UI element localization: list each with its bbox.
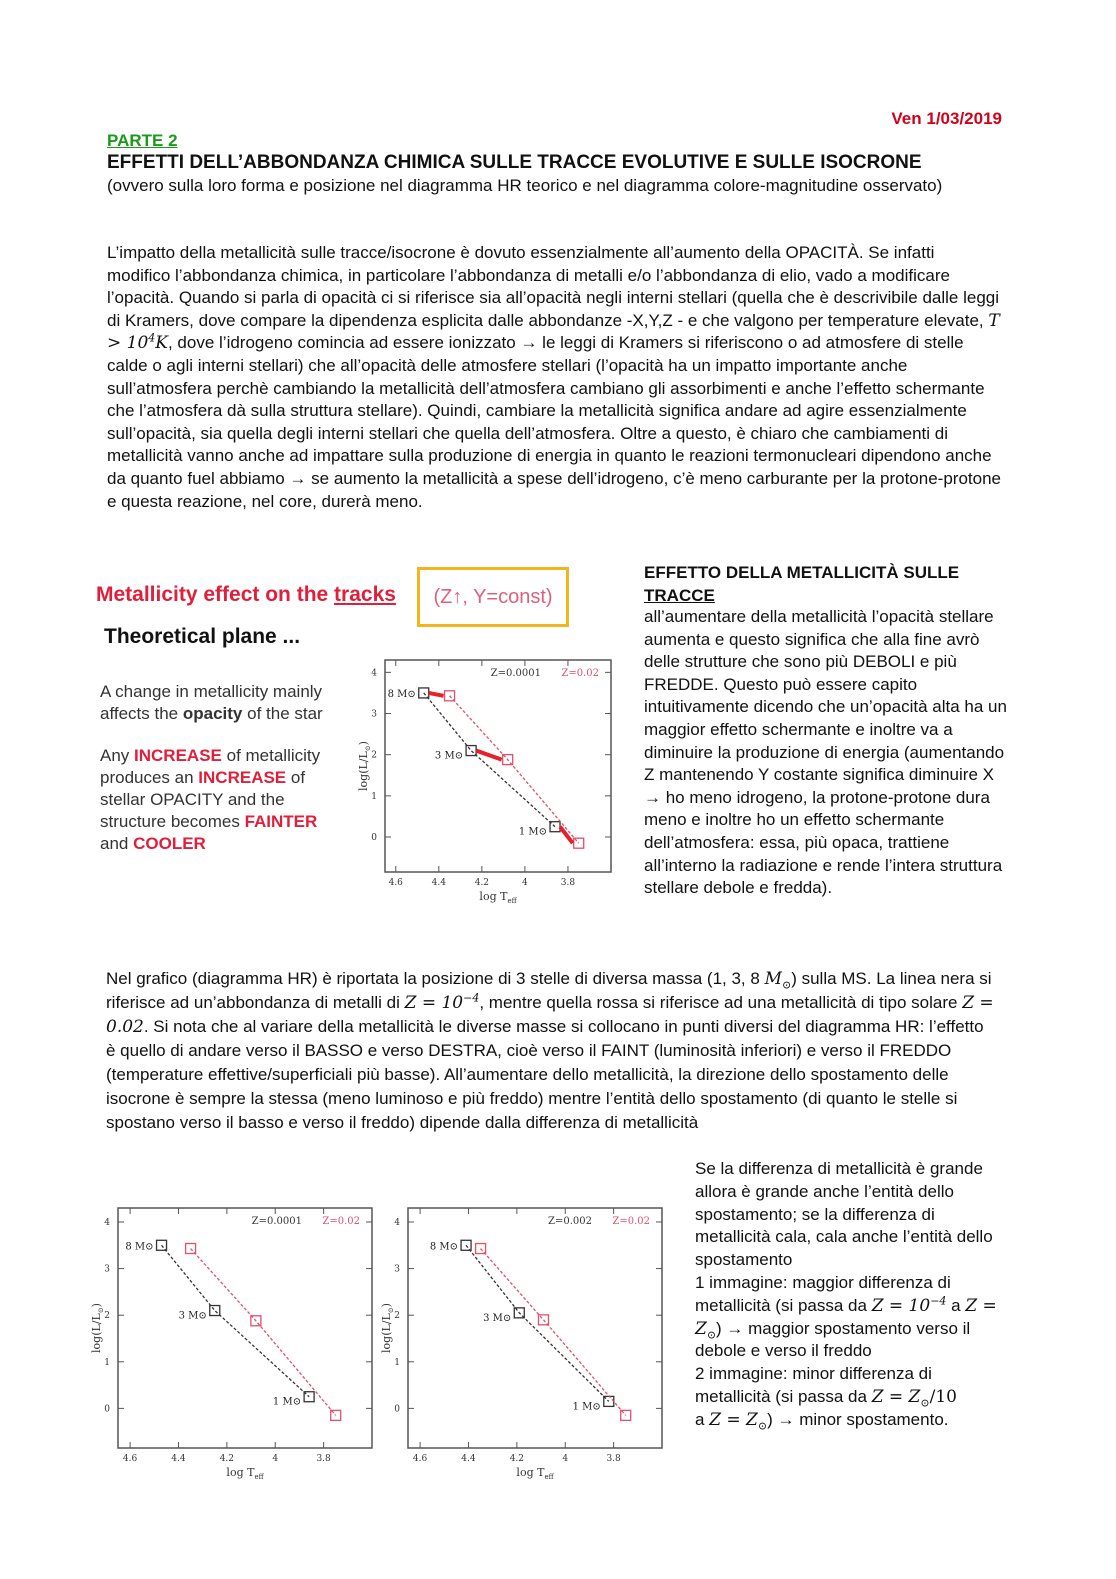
series-line — [191, 1249, 336, 1416]
x-tick-label: 4.4 — [171, 1454, 186, 1464]
x-tick-label: 4 — [522, 878, 528, 888]
math-expr: T > 10 — [107, 310, 1000, 354]
t: produces an — [100, 768, 199, 787]
y-tick-label: 3 — [394, 1264, 400, 1275]
t: of — [286, 768, 306, 787]
t: 1 immagine: maggior differenza di metallicità (si passa da — [695, 1272, 951, 1315]
m: −4 — [930, 1294, 947, 1308]
x-axis-label: $\log T_{eff}$ — [479, 890, 517, 905]
t: ) → maggior spostamento verso il debole e verso il freddo — [695, 1318, 971, 1361]
x-axis-label-sub: eff — [254, 1473, 264, 1481]
legend-label: Z=0.02 — [612, 1216, 650, 1227]
date: Ven 1/03/2019 — [891, 109, 1002, 128]
y-tick-label: 0 — [371, 833, 377, 844]
legend-label: Z=0.0001 — [251, 1216, 302, 1227]
t: opacity — [182, 704, 243, 723]
data-point — [419, 688, 429, 698]
t: and — [100, 834, 134, 853]
y-axis-label-sub: ⊙ — [387, 1307, 395, 1314]
hr-diagram-left — [88, 1200, 378, 1490]
t: of the star — [242, 704, 323, 723]
x-tick-label: 4.4 — [431, 878, 446, 888]
mass-label: 8 M⊙ — [125, 1241, 154, 1253]
t: ) → minor spostamento. — [767, 1409, 949, 1429]
data-point — [476, 1244, 486, 1254]
mass-label: 1 M⊙ — [518, 826, 548, 838]
y-axis-label-end: ) — [357, 741, 370, 746]
y-tick-label: 2 — [394, 1311, 400, 1322]
section-body: all’aumentare della metallicità l’opacità stellare aumenta e questo significa che alla fine avrò delle strutture che sono più DEBOLI e più FREDDE. Questo può essere capito intuitivamente dicendo che un’opacità alta ha un maggior effetto schermante e inoltre va a diminuire la produzione di energia (aumentando Z mantenendo Y costante significa diminuire X → ho meno idrogeno, la protone-protone dura meno e inoltre ho un effetto schermante dell’atmosfera: essa, più opaca, trattiene all’interno la radiazione e rende l’intera struttura stellare debole e fredda). — [644, 607, 1007, 898]
line — [100, 767, 323, 789]
legend-label: Z=0.02 — [322, 1216, 360, 1227]
line: stellar OPACITY and the — [100, 790, 285, 809]
legend-label: Z=0.0001 — [490, 668, 541, 679]
part-label: PARTE 2 — [107, 131, 178, 150]
y-axis-label-sub: ⊙ — [97, 1307, 105, 1314]
m — [872, 1296, 947, 1316]
t — [695, 1363, 1010, 1431]
t: structure becomes — [100, 812, 245, 831]
m: −4 — [463, 991, 480, 1005]
m: Z = Z — [695, 1295, 997, 1339]
y-tick-label: 4 — [371, 668, 377, 679]
series-line — [450, 696, 579, 843]
y-tick-label: 2 — [371, 750, 377, 761]
math-unit: K — [155, 333, 168, 354]
y-tick-label: 1 — [371, 791, 377, 802]
legend-label: Z=0.002 — [548, 1216, 592, 1227]
line — [100, 745, 323, 767]
text: Metallicity effect on the — [96, 583, 335, 606]
y-axis-label: $\log(L/L_⊙)$ — [357, 741, 372, 791]
t: FAINTER — [244, 812, 318, 831]
x-axis-label: $\log T_{eff}$ — [226, 1466, 264, 1481]
comparison-paragraph — [695, 1158, 1010, 1432]
m: ⊙ — [706, 1327, 717, 1341]
page-title: EFFETTI DELL’ABBONDANZA CHIMICA SULLE TRACCE EVOLUTIVE E SULLE ISOCRONE — [107, 152, 922, 173]
t: , mentre quella rossa si riferisce ad una metallicità di tipo solare — [479, 993, 963, 1012]
x-tick-label: 4 — [562, 1454, 569, 1464]
y-axis-label: $\log(L/L_⊙)$ — [90, 1303, 105, 1353]
t: TRACCE — [644, 585, 715, 605]
m: Z = 10 — [871, 1295, 931, 1316]
t: of metallicity — [221, 746, 321, 765]
x-tick-label: 4.4 — [461, 1454, 476, 1464]
t: INCREASE — [198, 768, 287, 787]
mass-label: 3 M⊙ — [434, 750, 464, 762]
m: ⊙ — [920, 1396, 930, 1410]
m: /10 — [929, 1386, 957, 1407]
text: , dove l’idrogeno comincia ad essere ionizzato → le leggi di Kramers si riferiscono o ad atmosfere di stelle calde o agli interni stellari) che all’opacità delle atmosfere stellari (l’opacità ha un impatto importante anche sull’atmosfera perchè cambiando la metallicità dell’atmosfera cambiano gli assorbimenti e anche l’effetto schermante che l’atmosfera dà sulla struttura stellare). Quindi, cambiare la metallicità significa andare ad agire essenzialmente sull’opacità, sia quella degli interni stellari che quella dell’atmosfera. Oltre a questo, è chiaro che cambiamenti di metallicità vanno anche ad impattare sulla produzione di energia in quanto le reazioni termonucleari dipendono anche da quanto fuel abbiamo → se aumento la metallicità a spese dell’idrogeno, c’è meno carburante per la protone-protone e questa reazione, nel core, durerà meno. — [107, 333, 1001, 511]
mass-label: 1 M⊙ — [572, 1401, 601, 1413]
y-tick-label: 2 — [104, 1311, 110, 1322]
slide-title — [96, 584, 396, 607]
t: Any — [100, 746, 135, 765]
series-line — [481, 1249, 626, 1416]
x-tick-label: 4.2 — [509, 1454, 525, 1464]
line: A change in metallicity mainly — [100, 682, 323, 701]
x-axis-label-sub: eff — [544, 1473, 554, 1481]
t: 2 immagine: minor differenza di metallicità (si passa da — [695, 1364, 932, 1406]
text: tracks — [334, 583, 396, 606]
shift-arrow — [429, 693, 444, 696]
t: EFFETTO DELLA METALLICITÀ SULLE — [644, 563, 960, 582]
math: Z = 0.02 — [106, 993, 994, 1037]
line — [100, 703, 323, 725]
slide-box: (Z↑, Y=const) — [417, 567, 569, 627]
y-axis-label: $\log(L/L_⊙)$ — [380, 1303, 395, 1353]
data-point — [210, 1306, 220, 1316]
t: a — [695, 1409, 710, 1429]
data-point — [157, 1240, 167, 1250]
y-tick-label: 3 — [104, 1264, 110, 1275]
x-tick-label: 3.8 — [316, 1454, 331, 1464]
y-tick-label: 4 — [104, 1217, 110, 1228]
mass-label: 1 M⊙ — [272, 1396, 302, 1408]
x-tick-label: 3.8 — [560, 878, 576, 888]
x-tick-label: 4.6 — [388, 878, 403, 888]
t: a — [946, 1295, 966, 1315]
text: L’impatto della metallicità sulle tracce/isocrone è dovuto essenzialmente all’aumento della OPACITÀ. Se infatti modifico l’abbondanza chimica, in particolare l’abbondanza di metalli e/o l’abbondanza di elio, vado a modificare l’opacità. Quando si parla di opacità ci si riferisce sia all’opacità negli interni stellari (quella che è descrivibile dalle leggi di Kramers, dove compare la dipendenza esplicita dalle abbondanze -X,Y,Z - e che valgono per temperature elevate, — [107, 243, 1000, 330]
math — [405, 993, 480, 1013]
y-tick-label: 3 — [371, 709, 377, 720]
math: ⊙ — [781, 978, 792, 992]
y-axis-label-end: ) — [380, 1303, 393, 1308]
m: Z = Z — [709, 1409, 758, 1430]
m: Z = Z — [871, 1386, 921, 1407]
mass-label: 8 M⊙ — [387, 688, 416, 700]
y-tick-label: 0 — [394, 1404, 400, 1415]
legend-label: Z=0.02 — [561, 668, 599, 679]
t: INCREASE — [134, 746, 222, 765]
math: M — [764, 969, 782, 989]
section-title — [644, 562, 959, 607]
line — [100, 811, 323, 833]
intro-paragraph — [107, 242, 1002, 513]
t: Se la differenza di metallicità è grande allora è grande anche l’entità dello spostamento; se la differenza di metallicità cala, cala anche l’entità dello spostamento — [695, 1159, 993, 1270]
data-point — [445, 691, 455, 701]
x-tick-label: 3.8 — [606, 1454, 621, 1464]
data-point — [461, 1240, 471, 1250]
mass-label: 8 M⊙ — [429, 1241, 459, 1253]
x-tick-label: 4.2 — [474, 878, 490, 888]
y-tick-label: 4 — [394, 1217, 400, 1228]
hr-diagram-top — [355, 652, 617, 914]
x-axis-label-sub: eff — [507, 897, 517, 905]
y-tick-label: 0 — [104, 1404, 110, 1415]
page-subtitle: (ovvero sulla loro forma e posizione nel diagramma HR teorico e nel diagramma colore-magnitudine osservato) — [107, 176, 943, 195]
hr-paragraph — [106, 967, 996, 1135]
y-axis-label-sub: ⊙ — [364, 745, 372, 752]
t: ) sulla MS. La linea nera si riferisce ad un’abbondanza di metalli di — [106, 969, 992, 1012]
y-tick-label: 1 — [104, 1357, 110, 1368]
hr-diagram-right — [378, 1200, 668, 1490]
t: affects the — [100, 704, 183, 723]
y-axis-label-end: ) — [90, 1303, 103, 1308]
t: COOLER — [133, 834, 206, 853]
mass-label: 3 M⊙ — [178, 1310, 207, 1322]
slide-text — [100, 681, 323, 855]
m: ⊙ — [757, 1419, 768, 1433]
t: Nel grafico (diagramma HR) è riportata la posizione di 3 stelle di diversa massa (1, 3, 8 — [106, 969, 765, 988]
line — [100, 833, 323, 855]
m: Z = 10 — [404, 993, 464, 1013]
x-tick-label: 4 — [272, 1454, 279, 1464]
mass-label: 3 M⊙ — [483, 1312, 512, 1324]
t — [695, 1272, 1010, 1363]
math-exp: 4 — [148, 331, 156, 345]
x-tick-label: 4.6 — [412, 1454, 428, 1464]
x-axis-label: $\log T_{eff}$ — [516, 1466, 554, 1481]
x-tick-label: 4.2 — [219, 1454, 235, 1464]
y-tick-label: 1 — [394, 1357, 400, 1368]
slide-heading: Theoretical plane ... — [104, 625, 301, 648]
x-tick-label: 4.6 — [122, 1454, 138, 1464]
data-point — [466, 746, 476, 756]
t: . Si nota che al variare della metallicità le diverse masse si collocano in punti diversi del diagramma HR: l’effetto è quello di andare verso il BASSO e verso DESTRA, cioè verso il FAINT (luminosità inferiori) e verso il FREDDO (temperature effettive/superficiali più basse). All’aumentare dello metallicità, la direzione dello spostamento delle isocrone è sempre la stessa (meno luminoso e più freddo) mentre l’entità dello spostamento (di quanto le stelle si spostano verso il basso e verso il freddo) dipende dalla differenza di metallicità — [106, 1017, 984, 1132]
